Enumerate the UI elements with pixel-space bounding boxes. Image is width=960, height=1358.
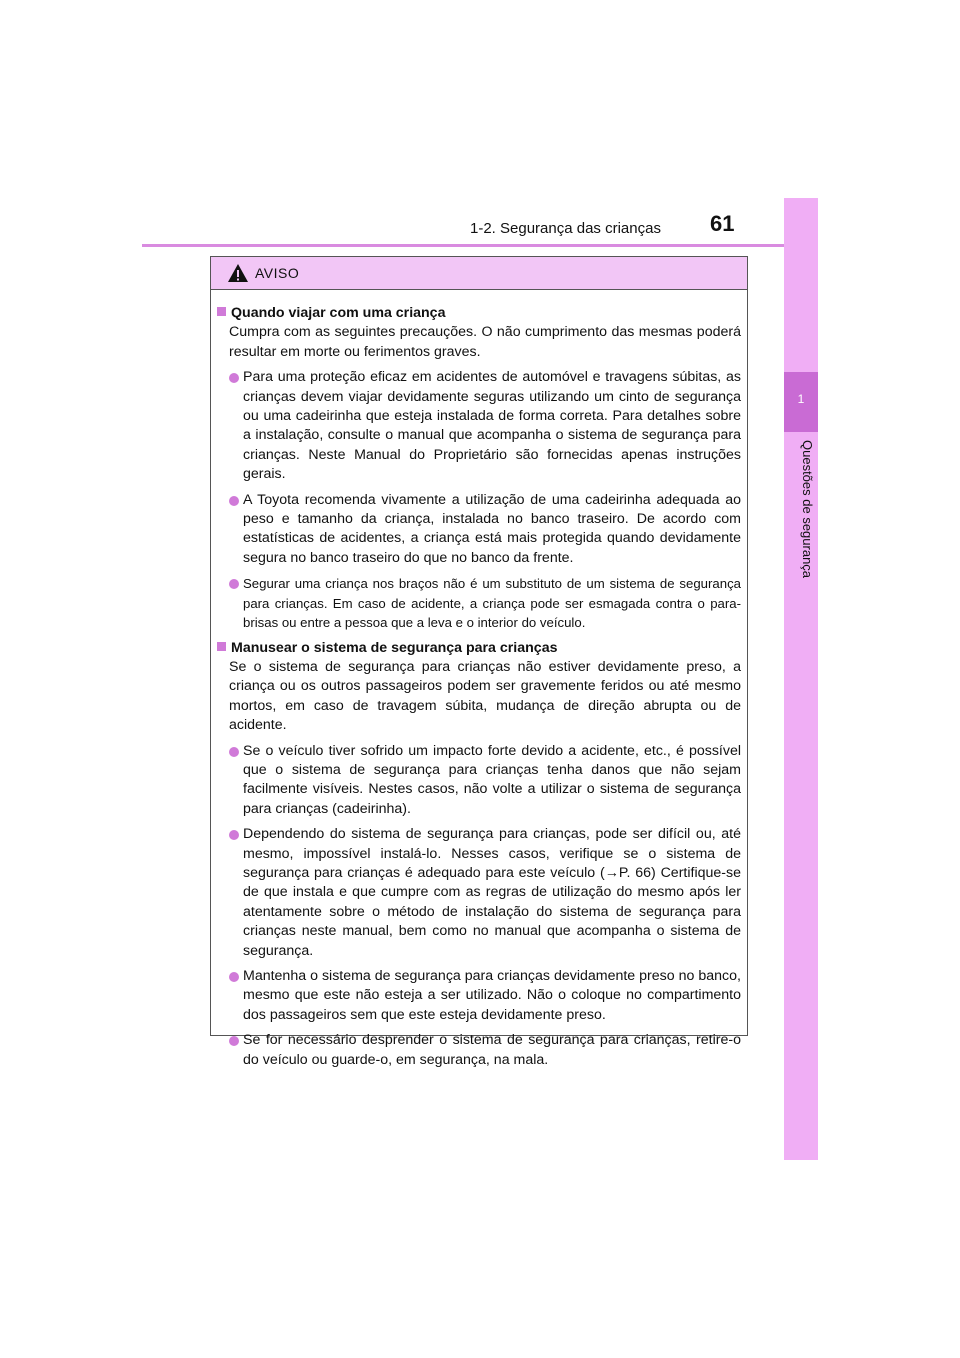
list-item: [217, 574, 741, 632]
list-item-text: A Toyota recomenda vivamente a utilização de uma cadeirinha adequada ao peso e tamanho da criança, instalada no banco traseiro. De acordo com estatísticas de acidentes, a criança está mais protegida quando devidamente segura no banco traseiro do que no banco da frente.: [243, 491, 741, 566]
warning-triangle-icon: [227, 263, 249, 283]
section-intro: Cumpra com as seguintes precauções. O não cumprimento das mesmas poderá resultar em morte ou ferimentos graves.: [229, 324, 741, 360]
list-item-text: Se for necessário desprender o sistema de segurança para crianças, retire-o do veículo ou guarde-o, em segurança, na mala.: [243, 1032, 741, 1068]
section-heading: [217, 304, 741, 323]
round-bullet-icon: [229, 972, 239, 982]
list-item: [217, 742, 741, 820]
header-divider: [142, 244, 818, 247]
section-title: 1-2. Segurança das crianças: [470, 220, 661, 237]
square-bullet-icon: [217, 307, 226, 316]
list-item-text: Dependendo do sistema de segurança para crianças, pode ser difícil ou, até mesmo, impossível instalá-lo. Nesses casos, verifique se o sistema de segurança para crianças é adequado para este veículo (→P. 66) Certifique-se de que instala e que cumpre com as regras de utilização do mesmo após ler atentamente sobre o método de instalação do sistema de segurança para crianças neste manual, bem como no manual que acompanha o sistema de segurança.: [243, 826, 741, 959]
page-number: 61: [710, 211, 735, 236]
section-heading-text: Quando viajar com uma criança: [231, 305, 446, 321]
square-bullet-icon: [217, 642, 226, 651]
chapter-number: 1: [797, 392, 805, 406]
chapter-side-tab: [784, 198, 818, 1160]
round-bullet-icon: [229, 373, 239, 383]
round-bullet-icon: [229, 747, 239, 757]
list-item-text: Para uma proteção eficaz em acidentes de automóvel e travagens súbitas, as crianças devem viajar devidamente seguras utilizando um cinto de segurança ou uma cadeirinha que esteja instalada de forma correta. Para detalhes sobre a instalação, consulte o manual que acompanha o sistema de segurança para crianças. Neste Manual do Proprietário são fornecidas apenas instruções gerais.: [243, 369, 741, 483]
section-heading-text: Manusear o sistema de segurança para crianças: [231, 639, 558, 656]
list-item-text: Segurar uma criança nos braços não é um substituto de um sistema de segurança para crianças. Em caso de acidente, a criança pode ser esmagada contra o para-brisas ou entre a pessoa que a leva e o interior do veículo.: [243, 576, 741, 631]
section-intro: Se o sistema de segurança para crianças não estiver devidamente preso, a criança ou os outros passageiros podem ser gravemente feridos ou até mesmo mortos, em caso de travagem súbita, mudança de direção abrupta ou de acidente.: [229, 658, 741, 734]
chapter-label: Questões de segurança: [800, 440, 815, 579]
warning-title: AVISO: [255, 265, 300, 281]
list-item: [217, 1031, 741, 1070]
list-item-text: Se o veículo tiver sofrido um impacto forte devido a acidente, etc., é possível que o sistema de segurança para crianças tenha danos que não sejam facilmente visíveis. Nestes casos, não volte a utilizar o sistema de segurança para crianças (cadeirinha).: [243, 742, 741, 817]
section-heading: [217, 639, 741, 658]
round-bullet-icon: [229, 579, 239, 589]
warning-header: [211, 257, 747, 290]
warning-box: [210, 256, 748, 1068]
round-bullet-icon: [229, 1036, 239, 1046]
round-bullet-icon: [229, 830, 239, 840]
list-item: [217, 825, 741, 961]
list-item-text: Mantenha o sistema de segurança para crianças devidamente preso no banco, mesmo que este não esteja a ser utilizado. Não o coloque no compartimento dos passageiros sem que este esteja devidamente preso.: [243, 968, 741, 1023]
round-bullet-icon: [229, 496, 239, 506]
list-item: [217, 967, 741, 1025]
list-item: [217, 368, 741, 484]
warning-body: [211, 290, 747, 1070]
list-item: [217, 491, 741, 569]
